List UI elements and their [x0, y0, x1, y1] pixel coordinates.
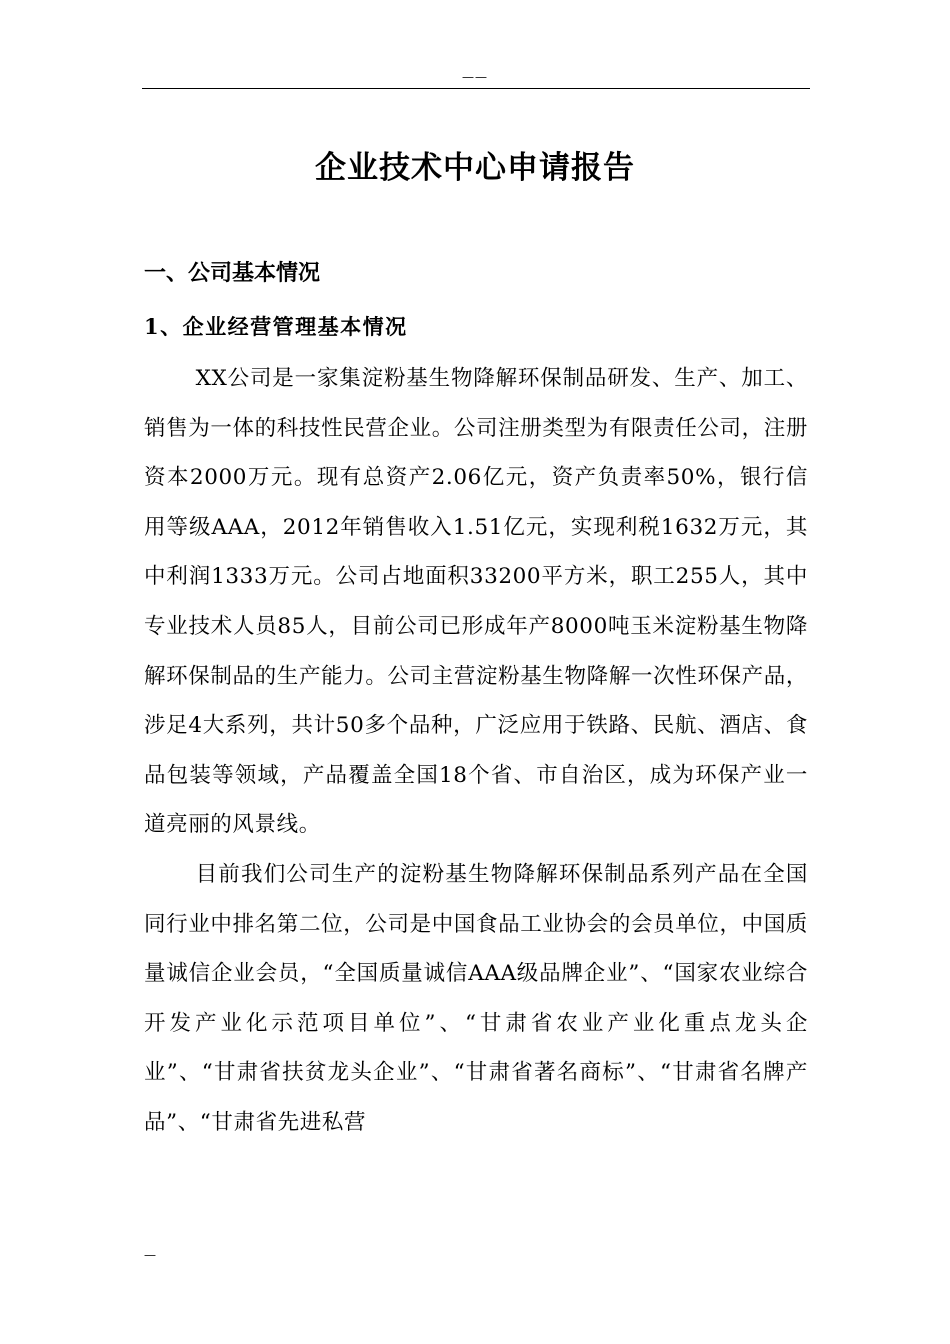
header-rule: [142, 88, 810, 89]
page-footer-mark: —: [144, 1248, 156, 1262]
document-title: 企业技术中心申请报告: [315, 150, 635, 186]
section-heading: 一、公司基本情况: [144, 261, 321, 286]
body-text: [144, 354, 808, 1148]
paragraph-company-overview: XX公司是一家集淀粉基生物降解环保制品研发、生产、加工、销售为一体的科技性民营企业。公司注册类型为有限责任公司，注册资本2000万元。现有总资产2.06亿元，资产负责率50%，银行信用等级AAA，2012年销售收入1.51亿元，实现利税1632万元，其中利润1333万元。公司占地面积33200平方米，职工255人，其中专业技术人员85人，目前公司已形成年产8000吨玉米淀粉基生物降解环保制品的生产能力。公司主营淀粉基生物降解一次性环保产品，涉足4大系列，共计50多个品种，广泛应用于铁路、民航、酒店、食品包装等领域，产品覆盖全国18个省、市自治区，成为环保产业一道亮丽的风景线。: [144, 366, 808, 838]
subsection-heading: 1、企业经营管理基本情况: [144, 314, 408, 339]
page-header-mark: ——: [462, 70, 488, 84]
paragraph-industry-ranking: 目前我们公司生产的淀粉基生物降解环保制品系列产品在全国同行业中排名第二位，公司是中国食品工业协会的会员单位，中国质量诚信企业会员，“全国质量诚信AAA级品牌企业”、“国家农业综合开发产业化示范项目单位”、“甘肃省农业产业化重点龙头企业”、“甘肃省扶贫龙头企业”、“甘肃省著名商标”、“甘肃省名牌产品”、“甘肃省先进私营: [144, 861, 808, 1135]
